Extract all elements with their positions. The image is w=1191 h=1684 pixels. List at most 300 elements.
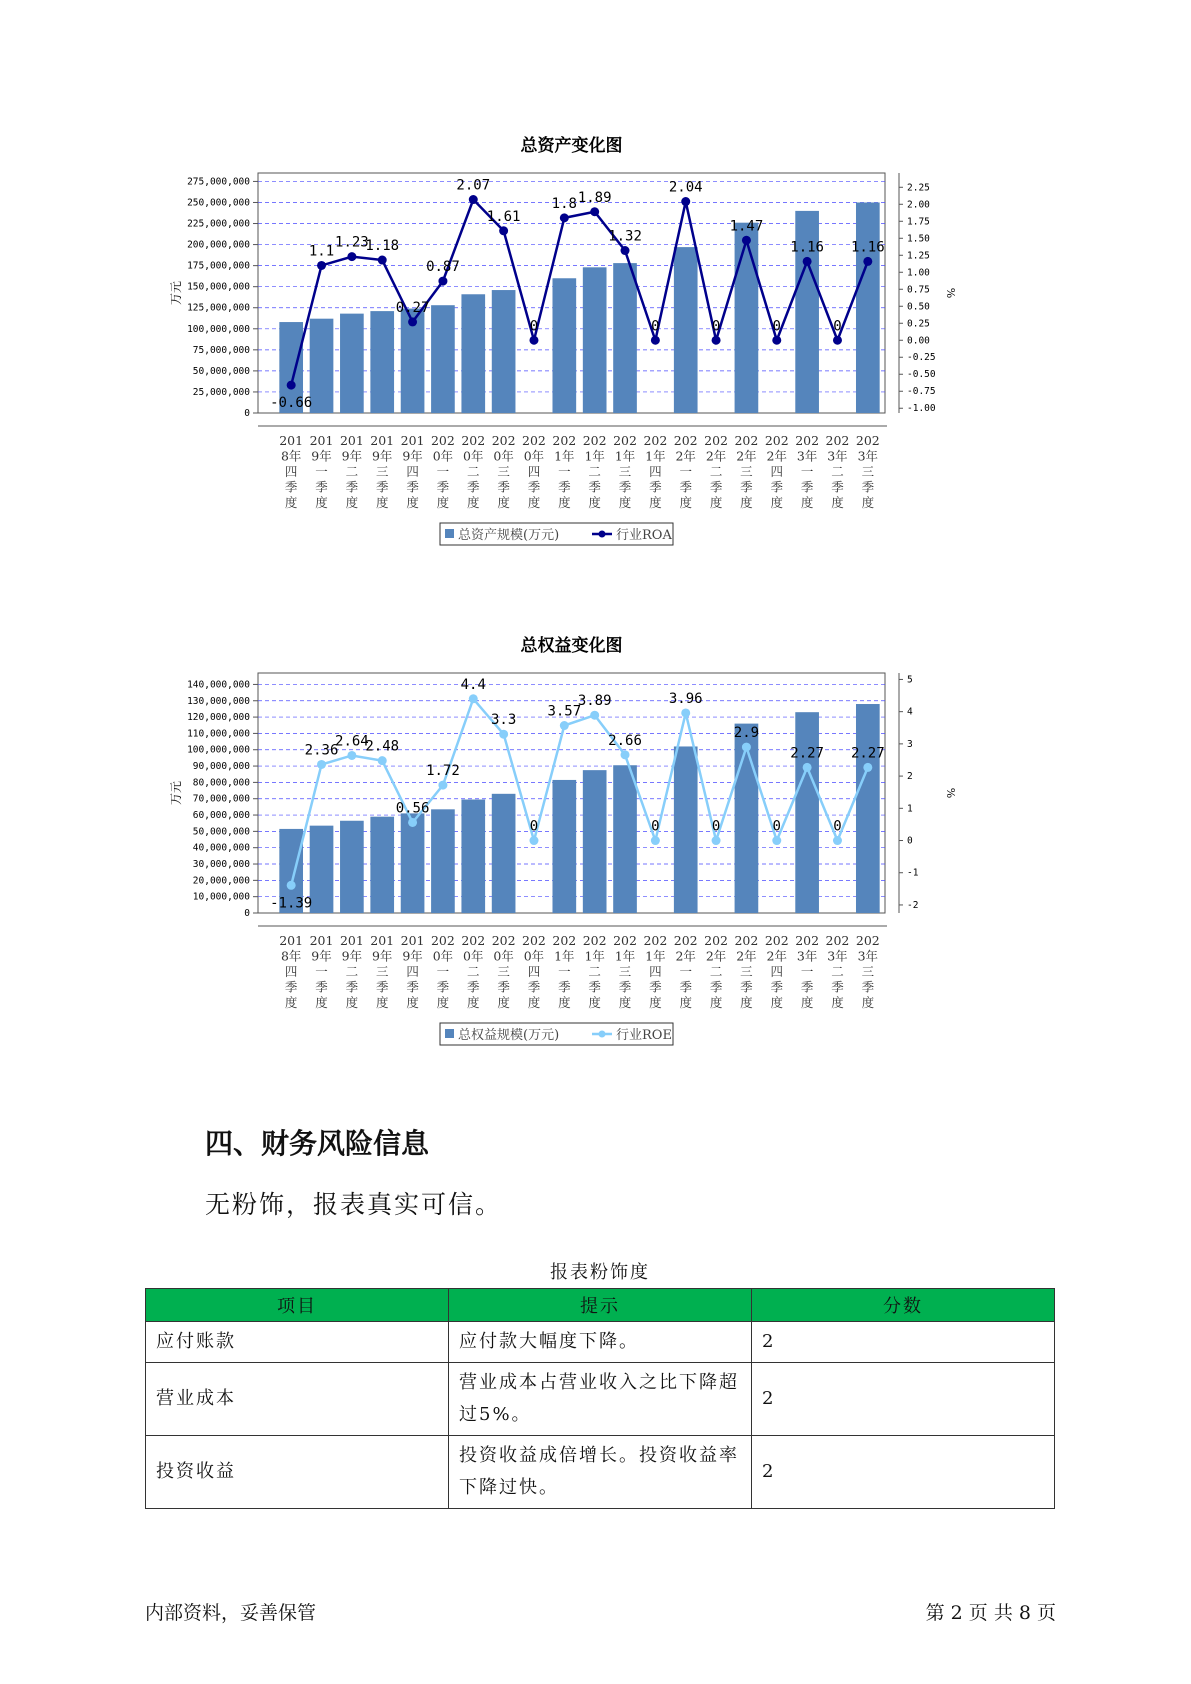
category-label: 度: [649, 495, 662, 510]
left-tick-label: 50,000,000: [192, 365, 250, 377]
category-label: 202: [430, 433, 455, 448]
footer-page-number: 第 2 页 共 8 页: [925, 1602, 1056, 1624]
point-label: 4.4: [460, 676, 486, 693]
category-label: 四: [649, 464, 662, 479]
category-label: 二: [709, 964, 723, 979]
bar: [583, 267, 607, 413]
line-point: [408, 317, 417, 326]
line-point: [560, 213, 569, 222]
category-label: 季: [831, 979, 844, 995]
category-label: 度: [831, 995, 844, 1010]
right-tick-label: -1.00: [907, 403, 936, 415]
point-label: 3.57: [547, 703, 582, 720]
category-label: 202: [552, 433, 577, 448]
left-axis-label: 万元: [169, 780, 183, 806]
point-label: 1.89: [577, 189, 612, 206]
right-tick-label: -2: [907, 899, 919, 911]
category-label: 度: [497, 995, 510, 1010]
category-label: 三: [497, 964, 510, 979]
line-point: [529, 336, 538, 345]
category-label: 202: [522, 433, 546, 448]
right-axis-label: %: [944, 787, 957, 799]
category-label: 四: [406, 464, 419, 479]
bar: [431, 305, 455, 413]
line-point: [590, 711, 599, 720]
category-label: 季: [284, 979, 298, 995]
category-label: 度: [436, 995, 450, 1010]
bar: [310, 319, 334, 413]
category-label: 度: [467, 495, 480, 510]
line-point: [560, 721, 569, 730]
cell-item: 营业成本: [146, 1363, 449, 1436]
bar: [583, 770, 607, 913]
category-label: 1年: [554, 948, 575, 964]
category-label: 202: [734, 933, 759, 948]
left-tick-label: 10,000,000: [192, 891, 250, 903]
line-point: [469, 195, 478, 204]
point-label: 2.07: [456, 177, 491, 194]
category-label: 2年: [705, 448, 727, 464]
category-label: 季: [406, 979, 419, 995]
category-label: 3年: [857, 948, 879, 964]
bar: [856, 704, 880, 913]
category-label: 度: [770, 995, 784, 1010]
left-tick-label: 140,000,000: [187, 679, 250, 691]
bar: [735, 724, 759, 913]
category-label: 度: [709, 495, 723, 510]
category-label: 度: [527, 995, 541, 1010]
category-label: 季: [527, 979, 541, 995]
category-label: 度: [709, 995, 723, 1010]
category-label: 202: [704, 433, 729, 448]
category-label: 202: [704, 933, 729, 948]
left-axis-label: 万元: [169, 280, 183, 306]
left-tick-label: 20,000,000: [192, 875, 250, 887]
category-label: 度: [436, 495, 450, 510]
category-label: 201: [309, 433, 334, 448]
point-label: 1.47: [729, 218, 764, 235]
category-label: 季: [315, 479, 328, 495]
cell-item: 应付账款: [146, 1322, 449, 1363]
table-row: [146, 1436, 1055, 1509]
category-label: 202: [764, 933, 789, 948]
right-tick-label: 0.00: [907, 335, 930, 347]
category-label: 度: [588, 495, 601, 510]
cell-score: 2: [752, 1363, 1055, 1436]
category-label: 度: [406, 495, 419, 510]
category-label: 度: [740, 495, 753, 510]
bar: [856, 202, 880, 413]
category-label: 季: [800, 979, 814, 995]
point-label: 0: [772, 318, 781, 335]
category-label: 度: [649, 995, 662, 1010]
left-tick-label: 130,000,000: [187, 695, 250, 707]
category-label: 201: [309, 933, 334, 948]
point-label: 0: [833, 318, 842, 335]
category-label: 201: [400, 933, 425, 948]
line-point: [287, 881, 296, 890]
right-tick-label: 0: [907, 835, 913, 847]
line-point: [863, 257, 872, 266]
left-tick-label: 40,000,000: [192, 842, 250, 854]
right-tick-label: -0.25: [907, 352, 936, 364]
bar: [310, 826, 334, 913]
category-label: 季: [497, 979, 510, 995]
category-label: 0年: [493, 448, 514, 464]
category-label: 季: [618, 979, 632, 995]
legend-bar-swatch: [445, 529, 454, 538]
section-text: 无粉饰，报表真实可信。: [205, 1190, 503, 1219]
category-label: 度: [497, 495, 510, 510]
bar: [674, 247, 698, 413]
category-label: 三: [861, 464, 875, 479]
footer-confidential: 内部资料，妥善保管: [145, 1602, 317, 1624]
category-label: 季: [497, 479, 510, 495]
point-label: 0: [833, 818, 842, 835]
category-label: 一: [436, 464, 450, 479]
category-label: 季: [770, 979, 784, 995]
category-label: 季: [284, 479, 298, 495]
category-label: 一: [558, 464, 571, 479]
left-tick-label: 30,000,000: [192, 859, 250, 871]
category-label: 季: [558, 479, 571, 495]
category-label: 度: [375, 495, 389, 510]
category-label: 度: [315, 995, 328, 1010]
table-row: [146, 1322, 1055, 1363]
chart-title: 总权益变化图: [520, 636, 623, 656]
category-label: 9年: [371, 948, 393, 964]
category-label: 202: [825, 433, 850, 448]
line-point: [651, 336, 660, 345]
left-tick-label: 80,000,000: [192, 777, 250, 789]
bar: [370, 311, 394, 413]
point-label: 2.36: [304, 742, 339, 759]
left-tick-label: 120,000,000: [187, 712, 250, 724]
point-label: 1.61: [486, 208, 521, 225]
line-point: [347, 252, 356, 261]
right-axis-label: %: [944, 287, 957, 299]
category-label: 9年: [311, 448, 332, 464]
point-label: 2.64: [335, 733, 369, 750]
left-tick-label: 250,000,000: [187, 197, 250, 209]
line-point: [378, 756, 387, 765]
point-label: 2.48: [365, 738, 400, 755]
line-point: [621, 750, 630, 759]
legend-bar-swatch: [445, 1029, 454, 1038]
category-label: 0年: [523, 448, 545, 464]
category-label: 一: [436, 964, 450, 979]
category-label: 季: [800, 479, 814, 495]
point-label: 0.87: [426, 259, 460, 276]
category-label: 3年: [857, 448, 879, 464]
point-label: 2.27: [790, 745, 824, 762]
left-tick-label: 275,000,000: [187, 176, 250, 188]
line-point: [317, 760, 326, 769]
category-label: 1年: [554, 448, 575, 464]
cell-item: 投资收益: [146, 1436, 449, 1509]
category-label: 202: [855, 933, 880, 948]
category-label: 三: [375, 964, 389, 979]
line-point: [772, 336, 781, 345]
header-item: 项目: [146, 1289, 449, 1322]
category-label: 季: [345, 479, 359, 495]
category-label: 201: [370, 433, 395, 448]
category-label: 202: [613, 433, 637, 448]
category-label: 度: [558, 995, 571, 1010]
category-label: 0年: [432, 948, 454, 964]
category-label: 2年: [675, 448, 696, 464]
line-point: [529, 836, 538, 845]
point-label: -0.66: [270, 395, 313, 412]
legend-line-label: 行业ROA: [616, 528, 672, 543]
category-label: 3年: [827, 448, 848, 464]
category-label: 季: [588, 479, 601, 495]
legend-line-marker: [599, 1031, 606, 1038]
category-label: 二: [588, 464, 601, 479]
category-label: 2年: [675, 948, 696, 964]
category-label: 3年: [796, 448, 818, 464]
category-label: 202: [582, 933, 607, 948]
right-tick-label: 4: [907, 706, 913, 718]
right-tick-label: 2: [907, 771, 913, 783]
point-label: 0.27: [395, 299, 430, 316]
category-label: 202: [673, 933, 698, 948]
table-caption: 报表粉饰度: [550, 1262, 650, 1283]
right-tick-label: 1.25: [907, 250, 930, 262]
category-label: 季: [588, 979, 601, 995]
category-label: 三: [861, 964, 875, 979]
category-label: 202: [552, 933, 577, 948]
line-point: [803, 257, 812, 266]
category-label: 二: [831, 464, 844, 479]
left-tick-label: 225,000,000: [187, 218, 250, 230]
category-label: 度: [345, 995, 359, 1010]
category-label: 度: [558, 495, 571, 510]
bar: [492, 794, 516, 913]
category-label: 二: [831, 964, 844, 979]
line-point: [742, 743, 751, 752]
right-tick-label: 5: [907, 674, 913, 686]
category-label: 9年: [402, 448, 423, 464]
right-tick-label: -0.75: [907, 386, 936, 398]
line-point: [833, 336, 842, 345]
bar: [735, 223, 759, 413]
cell-score: 2: [752, 1436, 1055, 1509]
total-assets-chart: [170, 135, 1030, 545]
section-title: 四、财务风险信息: [205, 1127, 430, 1160]
category-label: 度: [679, 495, 692, 510]
point-label: 2.9: [733, 725, 760, 742]
bar: [674, 746, 698, 913]
category-label: 202: [855, 433, 880, 448]
point-label: 0: [651, 318, 660, 335]
right-tick-label: 0.25: [907, 318, 930, 330]
category-label: 三: [375, 464, 389, 479]
category-label: 1年: [645, 948, 666, 964]
legend-line-label: 行业ROE: [616, 1028, 672, 1043]
cell-hint: 投资收益成倍增长。投资收益率下降过快。: [449, 1436, 752, 1509]
category-label: 202: [461, 933, 486, 948]
point-label: 0: [529, 818, 539, 835]
category-label: 度: [800, 495, 814, 510]
category-label: 202: [461, 433, 486, 448]
line-point: [621, 246, 630, 255]
category-label: 0年: [432, 448, 454, 464]
category-label: 1年: [614, 448, 636, 464]
category-label: 201: [370, 933, 395, 948]
cell-score: 2: [752, 1322, 1055, 1363]
left-tick-label: 50,000,000: [192, 826, 250, 838]
category-label: 季: [467, 979, 480, 995]
category-label: 9年: [371, 448, 393, 464]
category-label: 度: [588, 995, 601, 1010]
bar: [613, 263, 637, 413]
bar: [613, 765, 637, 913]
category-label: 1年: [584, 448, 605, 464]
header-hint: 提示: [449, 1289, 752, 1322]
category-label: 三: [740, 464, 753, 479]
right-tick-label: 1.00: [907, 267, 930, 279]
bar: [552, 780, 576, 913]
left-tick-label: 25,000,000: [192, 386, 250, 398]
point-label: -1.39: [270, 895, 313, 912]
category-label: 202: [825, 933, 850, 948]
line-point: [317, 261, 326, 270]
line-point: [287, 381, 296, 390]
category-label: 202: [430, 933, 455, 948]
point-label: 2.04: [668, 179, 703, 196]
category-label: 201: [279, 433, 304, 448]
category-label: 202: [522, 933, 546, 948]
category-label: 季: [436, 979, 450, 995]
category-label: 一: [679, 464, 692, 479]
category-label: 四: [770, 964, 784, 979]
point-label: 1.72: [426, 763, 460, 780]
line-point: [712, 336, 721, 345]
category-label: 二: [345, 464, 359, 479]
header-score: 分数: [752, 1289, 1055, 1322]
line-point: [742, 236, 751, 245]
category-label: 四: [649, 964, 662, 979]
category-label: 202: [613, 933, 637, 948]
point-label: 1.8: [551, 195, 577, 212]
line-point: [772, 836, 781, 845]
category-label: 202: [795, 933, 820, 948]
category-label: 202: [734, 433, 759, 448]
category-label: 一: [800, 464, 814, 479]
line-point: [651, 836, 660, 845]
left-tick-label: 100,000,000: [187, 744, 250, 756]
category-label: 季: [467, 479, 480, 495]
category-label: 202: [582, 433, 607, 448]
bar: [431, 809, 455, 913]
category-label: 2年: [705, 948, 727, 964]
category-label: 四: [284, 464, 298, 479]
category-label: 度: [800, 995, 814, 1010]
category-label: 0年: [463, 448, 484, 464]
category-label: 季: [649, 479, 662, 495]
left-tick-label: 150,000,000: [187, 281, 250, 293]
bar: [401, 813, 425, 913]
category-label: 一: [679, 964, 692, 979]
category-label: 202: [673, 433, 698, 448]
category-label: 202: [764, 433, 789, 448]
category-label: 度: [375, 995, 389, 1010]
point-label: 0.56: [395, 800, 430, 817]
left-tick-label: 90,000,000: [192, 761, 250, 773]
category-label: 季: [740, 979, 753, 995]
category-label: 三: [618, 964, 632, 979]
category-label: 202: [643, 433, 668, 448]
category-label: 季: [709, 979, 723, 995]
category-label: 1年: [645, 448, 666, 464]
risk-table: [145, 1288, 1055, 1509]
right-tick-label: 2.25: [907, 182, 930, 194]
category-label: 度: [740, 995, 753, 1010]
bar: [461, 800, 485, 913]
point-label: 1.32: [608, 228, 642, 245]
point-label: 0: [711, 818, 721, 835]
chart-svg: [170, 135, 1030, 545]
category-label: 二: [709, 464, 723, 479]
left-tick-label: 125,000,000: [187, 302, 250, 314]
right-tick-label: 1.75: [907, 216, 930, 228]
right-tick-label: 0.50: [907, 301, 930, 313]
category-label: 度: [861, 995, 875, 1010]
bar: [552, 278, 576, 413]
right-tick-label: 0.75: [907, 284, 930, 296]
point-label: 1.23: [335, 234, 369, 251]
right-tick-label: 1.50: [907, 233, 930, 245]
category-label: 202: [795, 433, 820, 448]
point-label: 1.16: [850, 239, 885, 256]
category-label: 202: [491, 433, 516, 448]
total-equity-chart: [170, 635, 1030, 1045]
left-tick-label: 100,000,000: [187, 323, 250, 335]
category-label: 季: [558, 979, 571, 995]
right-tick-label: -1: [907, 867, 919, 879]
chart-title: 总资产变化图: [520, 136, 623, 156]
left-tick-label: 70,000,000: [192, 793, 250, 805]
bar: [340, 821, 364, 913]
left-tick-label: 0: [244, 408, 250, 419]
point-label: 1.18: [365, 238, 400, 255]
category-label: 0年: [463, 948, 484, 964]
category-label: 三: [497, 464, 510, 479]
category-label: 0年: [493, 948, 514, 964]
left-tick-label: 175,000,000: [187, 260, 250, 272]
line-point: [803, 763, 812, 772]
category-label: 8年: [280, 948, 302, 964]
category-label: 度: [770, 495, 784, 510]
category-label: 9年: [341, 448, 363, 464]
category-label: 3年: [827, 948, 848, 964]
category-label: 三: [740, 964, 753, 979]
category-label: 季: [436, 479, 450, 495]
category-label: 二: [588, 964, 601, 979]
point-label: 1.1: [308, 243, 335, 260]
right-tick-label: 3: [907, 738, 913, 750]
cell-hint: 应付款大幅度下降。: [449, 1322, 752, 1363]
category-label: 季: [831, 479, 844, 495]
bar: [370, 817, 394, 913]
legend-line-marker: [599, 531, 606, 538]
category-label: 二: [467, 964, 480, 979]
category-label: 3年: [796, 948, 818, 964]
category-label: 9年: [341, 948, 363, 964]
category-label: 9年: [311, 948, 332, 964]
left-tick-label: 60,000,000: [192, 810, 250, 822]
